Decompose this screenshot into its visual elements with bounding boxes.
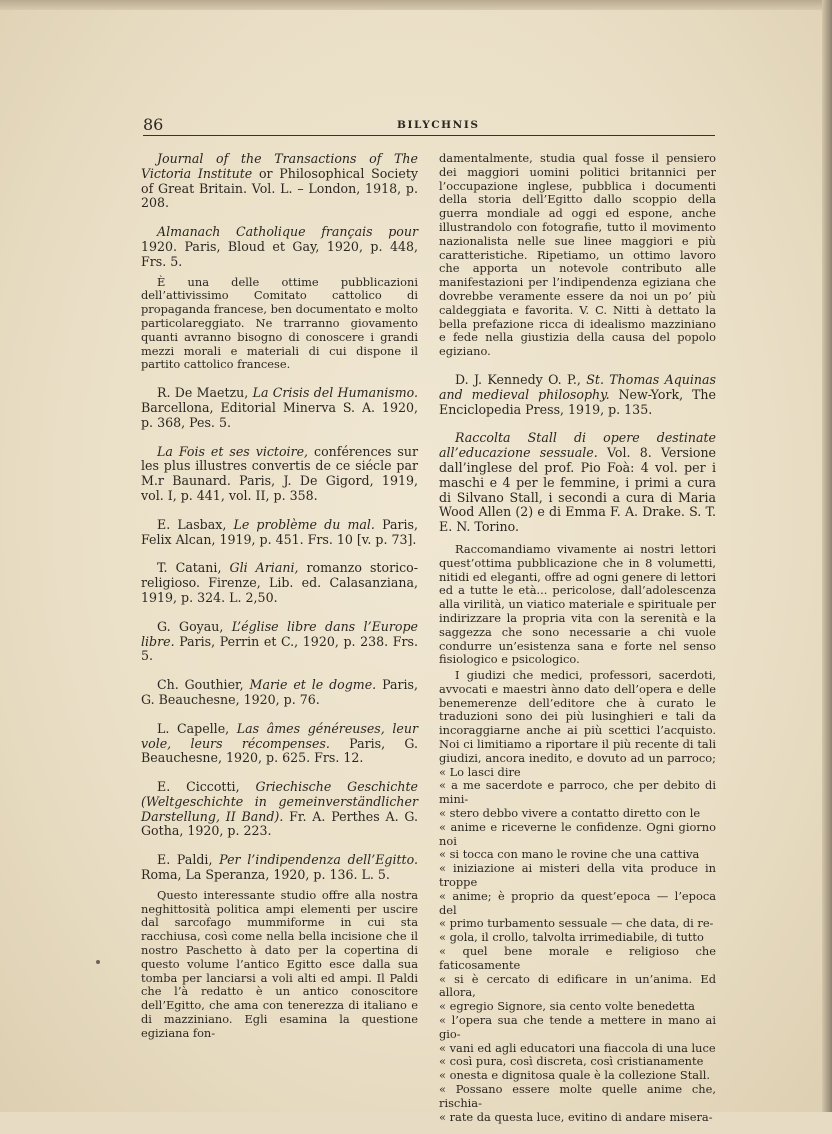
entry-details: or Philosophical Society of Great Britain. Vol. L. – London, 1918, p. 208.	[141, 165, 418, 211]
header-rule	[143, 135, 715, 136]
entry-author: L. Capelle,	[157, 720, 237, 736]
bibliography-entry	[141, 780, 418, 839]
quote-line: « gola, il crollo, talvolta irrimediabile, di tutto	[439, 930, 704, 945]
bibliography-entry	[439, 431, 716, 535]
bibliography-entry	[141, 445, 418, 504]
entry-title: La Crisis del Humanismo.	[252, 385, 419, 401]
quote-line: « primo turbamento sessuale — che data, di re-	[439, 916, 714, 931]
quote-line: « a me sacerdote e parroco, che per debito di mini-	[439, 778, 716, 807]
right-column	[439, 152, 716, 1134]
entry-title: Marie et le dogme.	[249, 677, 377, 693]
entry-title: Almanach Catholique français pour	[157, 224, 418, 240]
quote-line: « Possano essere molte quelle anime che, rischia-	[439, 1082, 716, 1110]
bibliography-entry	[141, 620, 418, 664]
review-text: È una delle ottime pubblicazioni dell’attivissimo Comitato cattolico di propaganda francese, ben documentato e molto particolareggiato. Ne trarranno giovamento quanti avranno bisogno di conoscere i grandi mezzi morali e materiali di cui dispone il partito cattolico francese.	[141, 274, 418, 372]
running-head: BILYCHNIS	[397, 119, 480, 131]
bibliography-entry	[141, 561, 418, 605]
bibliography-entry	[141, 386, 418, 430]
review-text	[439, 669, 716, 779]
quote-line: « egregio Signore, sia cento volte benedetta	[439, 999, 695, 1014]
entry-details: Paris, G. Beauchesne, 1920, p. 625. Frs. 12.	[141, 735, 418, 766]
entry-details: conférences sur les plus illustres convertis de ce siécle par M.r Baunard. Paris, J. De Gigord, 1919, vol. I, p. 441, vol. II, p. 358.	[141, 443, 419, 503]
quote-line: « si tocca con mano le rovine che una cattiva	[439, 847, 700, 862]
entry-title: Las âmes généreuses, leur vole, leurs récompenses.	[141, 720, 418, 751]
quote-line: « l’opera sua che tende a mettere in mano ai gio-	[439, 1013, 716, 1041]
entry-details: Roma, La Speranza, 1920, p. 136. L. 5.	[141, 867, 390, 883]
entry-title: La Fois et ses victoire,	[157, 443, 309, 459]
entry-title: Griechische Geschichte (Weltgeschichte in gemeinverständlicher Darstellung, II Band).	[141, 779, 418, 824]
review-text: Questo interessante studio offre alla nostra neghittosità politica ampi elementi per uscire dal sarcofago mummiforme in cui sta racchiusa, così come nella bella incisione che il nostro Paschetto à dato per la copertina di questo volume l’antico Egitto esce dalla sua tomba per lanciarsi a voli alti ed ampi. Il Paldi che l’à redatto è un antico conoscitore dell’Egitto, che ama con tenerezza di italiano e di mazziniano. Egli esamina la questione egiziana fon-	[141, 887, 418, 1040]
entry-details: Fr. A. Perthes A. G. Gotha, 1920, p. 223.	[141, 808, 418, 839]
quote-line: « anime e riceverne le confidenze. Ogni giorno noi	[439, 819, 716, 848]
review-intro: I giudizi che medici, professori, sacerdoti, avvocati e maestri ànno dato dell’opera e delle benemerenze dell’editore che à curato le traduzioni sono dei più lusinghieri e tali da incoraggiarne anche ai più scettici l’acquisto. Noi ci limitiamo a riportare il più recente di tali giudizi, ancora inedito, e dovuto ad un parroco; « Lo lasci dire	[439, 668, 716, 779]
bibliography-entry	[141, 152, 418, 211]
page-number: 86	[143, 115, 164, 134]
entry-author: G. Goyau,	[157, 618, 232, 634]
quote-line: « iniziazione ai misteri della vita produce in troppe	[439, 861, 716, 890]
entry-details: 1920. Paris, Bloud et Gay, 1920, p. 448, Frs. 5.	[141, 238, 418, 269]
entry-title: Per l’indipendenza dell’Egitto.	[219, 852, 418, 868]
entry-details: New-York, The Enciclopedia Press, 1919, p. 135.	[439, 386, 716, 417]
entry-author: E. Ciccotti,	[157, 779, 256, 795]
entry-title: Journal of the Transactions of The Victoria Institute	[141, 151, 418, 181]
quote-line: « si è cercato di edificare in un’anima. Ed allora,	[439, 971, 716, 1000]
bibliography-entry	[141, 853, 418, 883]
entry-title: Le problème du mal.	[233, 516, 375, 532]
bibliography-entry	[141, 225, 418, 269]
entry-author: E. Paldi,	[157, 852, 220, 868]
bibliography-entry	[439, 373, 716, 417]
entry-details: Paris, Perrin et C., 1920, p. 238. Frs. 5.	[141, 633, 418, 664]
entry-details: romanzo storico-religioso. Firenze, Lib. ed. Calasanziana, 1919, p. 324. L. 2,50.	[141, 560, 419, 605]
entry-details: Paris, G. Beauchesne, 1920, p. 76.	[141, 677, 418, 707]
entry-author: D. J. Kennedy O. P.,	[455, 371, 587, 387]
page-header	[143, 113, 715, 137]
quote-line: « così pura, così discreta, così cristianamente	[439, 1054, 704, 1069]
review-text-continued: damentalmente, studia qual fosse il pensiero dei maggiori uomini politici britannici per l’occupazione inglese, pubblica i documenti della storia dell’Egitto dallo scoppio della guerra mondiale ad oggi ed espone, anche illustrandolo con fotografie, tutto il movimento nazionalista nelle sue linee maggiori e più caratteristiche. Ripetiamo, un ottimo lavoro che apporta un notevole contributo alle manifestazioni per l’indipendenza egiziana che dovrebbe veramente essere da noi un po’ più caldeggiata e favorita. V. C. Nitti à dettato la bella prefazione ricca di idealismo mazziniano e fede nella giustizia della causa del popolo egiziano.	[439, 151, 716, 359]
entry-author: T. Catani,	[157, 560, 230, 576]
quote-line: « onesta e dignitosa quale è la collezione Stall.	[439, 1068, 711, 1083]
entry-details: Paris, Felix Alcan, 1919, p. 451. Frs. 10 [v. p. 73].	[141, 516, 418, 547]
entry-title: Raccolta Stall di opere destinate all’educazione sessuale.	[439, 430, 716, 461]
paper-right-edge	[822, 0, 832, 1112]
quoted-judgement	[439, 779, 716, 1124]
entry-author: R. De Maetzu,	[157, 385, 253, 401]
quote-line: « quel bene morale e religioso che faticosamente	[439, 944, 716, 972]
entry-details: Barcellona, Editorial Minerva S. A. 1920, p. 368, Pes. 5.	[141, 399, 418, 430]
bibliography-entry	[141, 722, 418, 766]
paper-top-edge	[0, 0, 832, 10]
left-column	[141, 152, 418, 1051]
quote-line: « anime; è proprio da quest’epoca — l’epoca del	[439, 888, 716, 917]
quote-line: « stero debbo vivere a contatto diretto con le	[439, 806, 701, 821]
entry-details: Vol. 8. Versione dall’inglese del prof. Pio Foà: 4 vol. per i maschi e 4 per le femmine, i primi a cura di Silvano Stall, i secondi a cura di Maria Wood Allen (2) e di Emma F. A. Drake. S. T. E. N. Torino.	[439, 445, 717, 535]
bibliography-entry	[141, 678, 418, 708]
entry-title: Gli Ariani,	[229, 560, 299, 576]
review-text: Raccomandiamo vivamente ai nostri lettori quest’ottima pubblicazione che in 8 volumetti, nitidi ed eleganti, offre ad ogni genere di lettori ed a tutte le età... pericolose, dall’adolescenza alla virilità, un viatico materiale e spirituale per indirizzare la propria vita con la serenità e la saggezza che sono necessarie a chi vuole condurre un’esistenza sana e forte nel senso fisiologico e psicologico.	[439, 541, 717, 667]
quote-line: « rate da questa luce, evitino di andare misera-	[439, 1109, 713, 1124]
entry-title: St. Thomas Aquinas and medieval philosophy.	[439, 371, 716, 402]
quote-line: « vani ed agli educatori una fiaccola di una luce	[439, 1040, 716, 1055]
entry-author: Ch. Gouthier,	[157, 677, 250, 693]
bibliography-entry	[141, 518, 418, 548]
entry-title: L’église libre dans l’Europe libre.	[141, 618, 418, 649]
entry-author: E. Lasbax,	[157, 516, 234, 532]
paper-spot	[96, 960, 100, 964]
